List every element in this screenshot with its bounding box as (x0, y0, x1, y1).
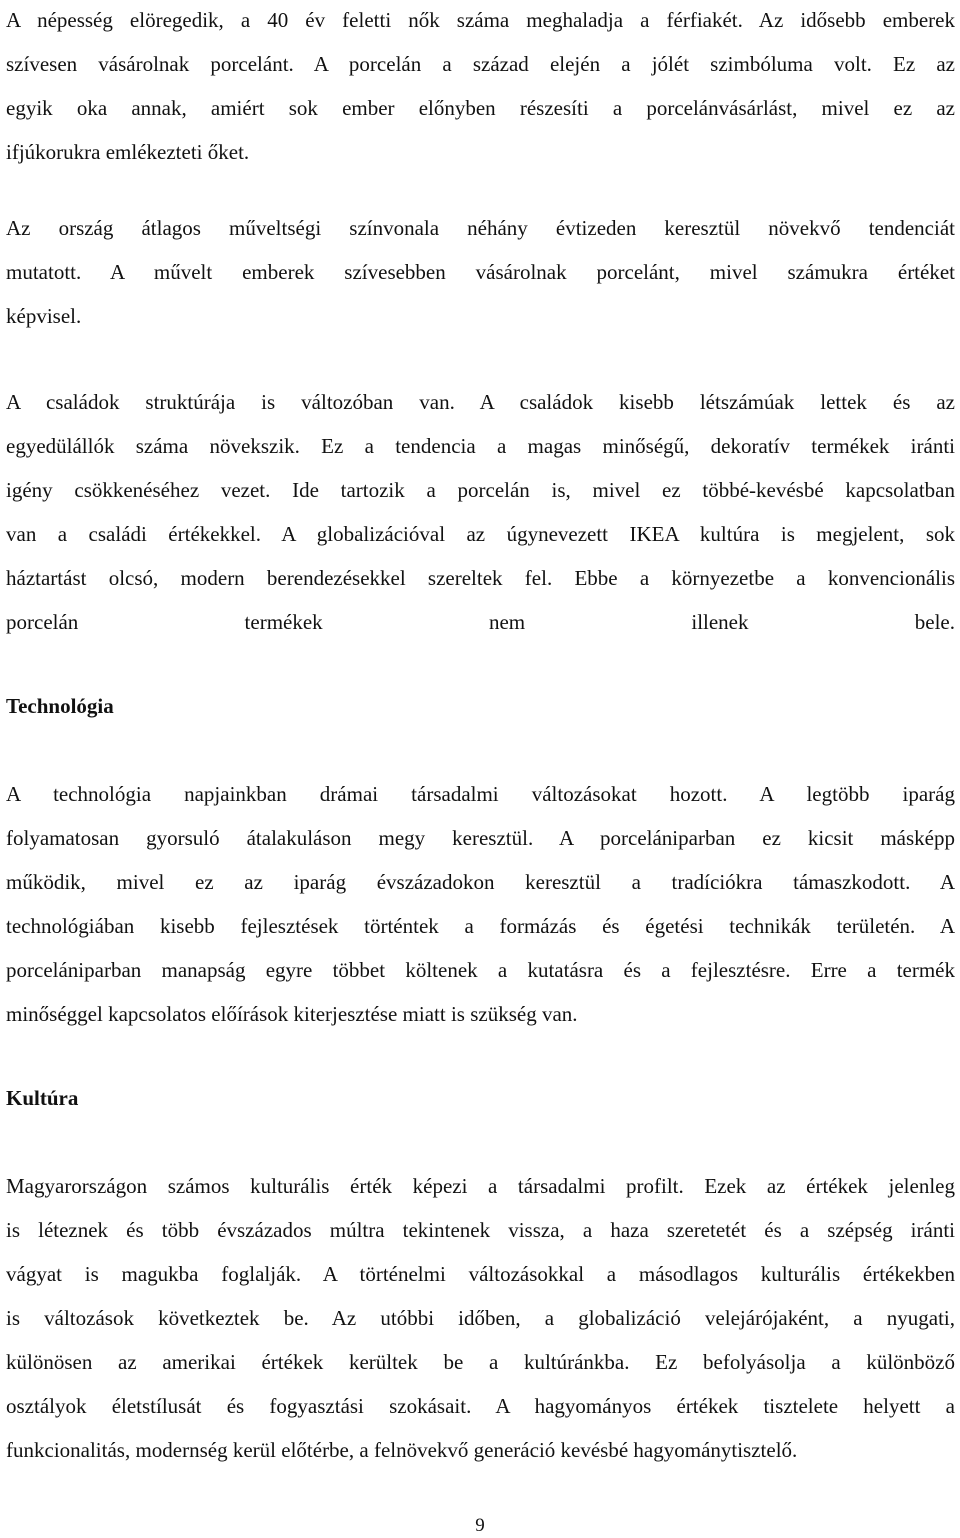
text-line: képvisel. (6, 304, 82, 328)
text-line: vágyat is magukba foglalják. A történelmi változásokkal a másodlagos kulturális értékekben (6, 1262, 955, 1286)
text-line: mutatott. A művelt emberek szívesebben vásárolnak porcelánt, mivel számukra értéket (6, 260, 955, 284)
text-line: funkcionalitás, modernség kerül előtérbe, a felnövekvő generáció kevésbé hagyománytisztelő. (6, 1438, 798, 1462)
text-line: Az ország átlagos műveltségi színvonala néhány évtizeden keresztül növekvő tendenciát (6, 216, 955, 240)
section-heading-culture: Kultúra (6, 1086, 79, 1110)
section-heading-technology: Technológia (6, 694, 114, 718)
text-line: ifjúkorukra emlékezteti őket. (6, 140, 250, 164)
paragraph-education (6, 206, 955, 338)
text-line: is léteznek és több évszázados múltra tekintenek vissza, a haza szeretetét és a szépség iránti (6, 1218, 955, 1242)
paragraph-technology (6, 772, 955, 1036)
text-line: folyamatosan gyorsuló átalakuláson megy keresztül. A porcelániparban ez kicsit másképp (6, 826, 955, 850)
text-line: technológiában kisebb fejlesztések történtek a formázás és égetési technikák területén. A (6, 914, 955, 938)
text-line (6, 644, 955, 688)
paragraph-population (6, 0, 955, 174)
text-line: A népesség elöregedik, a 40 év feletti nők száma meghaladja a férfiakét. Az idősebb emberek (6, 8, 955, 32)
text-line: működik, mivel ez az iparág évszázadokon keresztül a tradíciókra támaszkodott. A (6, 870, 955, 894)
text-line: egyedülállók száma növekszik. Ez a tendencia a magas minőségű, dekoratív termékek iránti (6, 434, 955, 458)
text-line: A családok struktúrája is változóban van. A családok kisebb létszámúak lettek és az (6, 390, 955, 414)
text-line: porcelán termékek nem illenek bele. (6, 610, 955, 634)
text-line: egyik oka annak, amiért sok ember előnyben részesíti a porcelánvásárlást, mivel ez az (6, 96, 955, 120)
text-line: háztartást olcsó, modern berendezésekkel szereltek fel. Ebbe a környezetbe a konvencionális (6, 566, 955, 590)
page-number: 9 (475, 1515, 485, 1536)
paragraph-family-structure (6, 380, 955, 688)
text-line: osztályok életstílusát és fogyasztási szokásait. A hagyományos értékek tisztelete helyett a (6, 1394, 955, 1418)
text-line: porcelániparban manapság egyre többet költenek a kutatásra és a fejlesztésre. Erre a termék (6, 958, 955, 982)
text-line: szívesen vásárolnak porcelánt. A porcelán a század elején a jólét szimbóluma volt. Ez az (6, 52, 955, 76)
text-line: van a családi értékekkel. A globalizációval az úgynevezett IKEA kultúra is megjelent, sok (6, 522, 955, 546)
text-line: Magyarországon számos kulturális érték képezi a társadalmi profilt. Ezek az értékek jelenleg (6, 1174, 955, 1198)
text-line: különösen az amerikai értékek kerültek be a kultúránkba. Ez befolyásolja a különböző (6, 1350, 955, 1374)
text-line: is változások következtek be. Az utóbbi időben, a globalizáció velejárójaként, a nyugati, (6, 1306, 955, 1330)
text-line: igény csökkenéséhez vezet. Ide tartozik a porcelán is, mivel ez többé-kevésbé kapcsolatban (6, 478, 955, 502)
paragraph-culture (6, 1164, 955, 1472)
text-line: A technológia napjainkban drámai társadalmi változásokat hozott. A legtöbb iparág (6, 782, 955, 806)
text-line: minőséggel kapcsolatos előírások kiterjesztése miatt is szükség van. (6, 1002, 578, 1026)
